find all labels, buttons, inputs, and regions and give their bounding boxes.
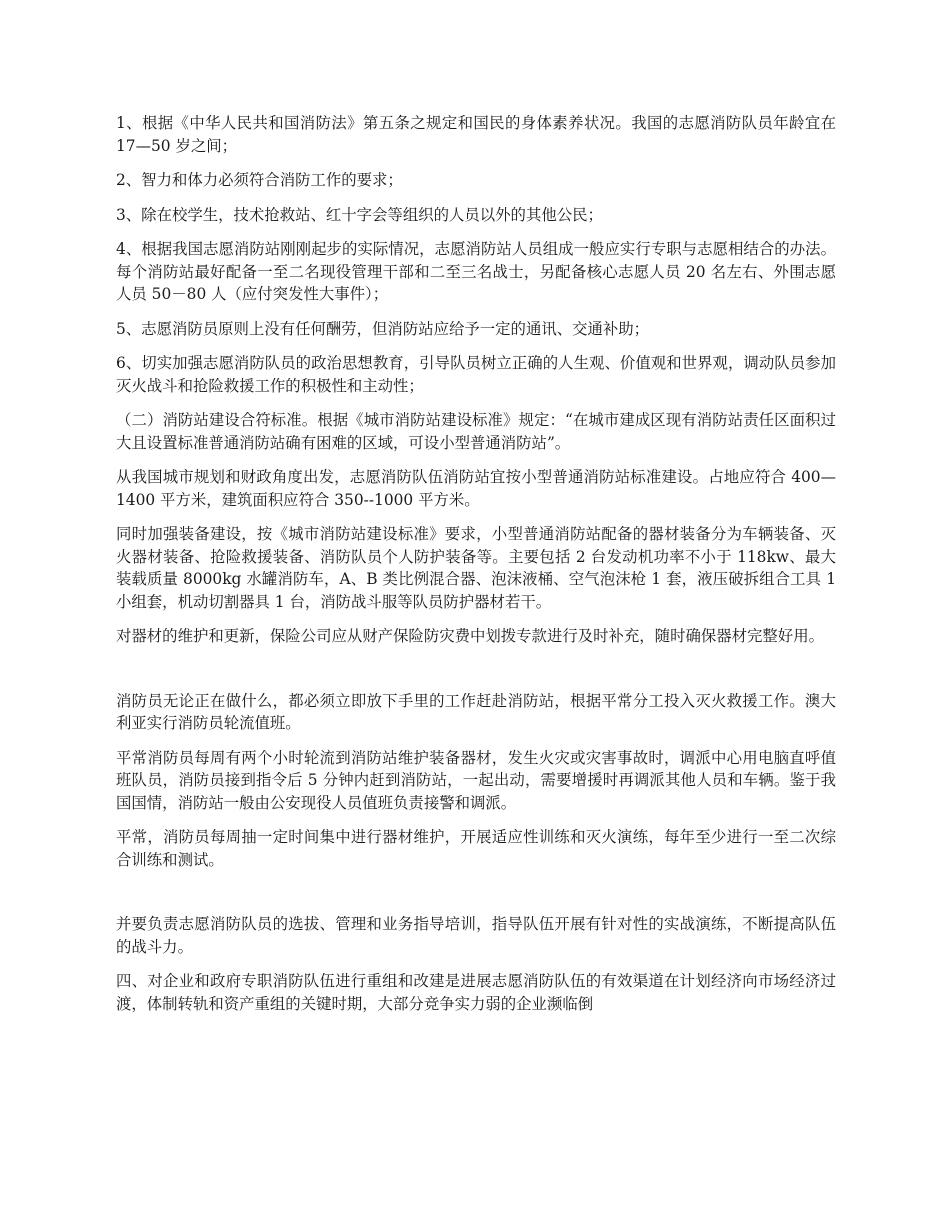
paragraph-response: 消防员无论正在做什么，都必须立即放下手里的工作赶赴消防站，根据平常分工投入灭火救援工作。澳大利亚实行消防员轮流值班。 [116, 691, 836, 732]
paragraph-education: 6、切实加强志愿消防队员的政治思想教育，引导队员树立正确的人生观、价值观和世界观，调动队员参加灭火战斗和抢险救援工作的积极性和主动性； [116, 354, 836, 395]
paragraph-station-standard: （二）消防站建设合符标准。根据《城市消防站建设标准》规定：“在城市建成区现有消防站责任区面积过大且设置标准普通消防站确有困难的区域，可设小型普通消防站”。 [116, 411, 836, 452]
paragraph-compensation: 5、志愿消防员原则上没有任何酬劳，但消防站应给予一定的通讯、交通补助； [116, 319, 650, 338]
paragraph-station-size: 从我国城市规划和财政角度出发，志愿消防队伍消防站宜按小型普通消防站标准建设。占地应符合 400—1400 平方米，建筑面积应符合 350--1000 平方米。 [116, 468, 836, 509]
paragraph-selection: 并要负责志愿消防队员的选拔、管理和业务指导培训，指导队伍开展有针对性的实战演练，不断提高队伍的战斗力。 [116, 915, 836, 956]
paragraph-restructuring: 四、对企业和政府专职消防队伍进行重组和改建是进展志愿消防队伍的有效渠道在计划经济向市场经济过渡，体制转轨和资产重组的关键时期，大部分竞争实力弱的企业濒临倒 [116, 972, 836, 1013]
paragraph-fitness-requirement: 2、智力和体力必须符合消防工作的要求； [116, 171, 403, 189]
paragraph-equipment: 同时加强装备建设，按《城市消防站建设标准》要求，小型普通消防站配备的器材装备分为车辆装备、灭火器材装备、抢险救援装备、消防队员个人防护装备等。主要包括 2 台发动机功率不小于 118kw、最大装载质量 8000kg 水罐消防车，A、B 类比例混合器、泡沫液桶、空气泡沫枪 1 套，液压破拆组合工具 1 小组套，机动切割器具 1 台，消防战斗服等队员防护器材若干。 [116, 525, 836, 611]
paragraph-staffing: 4、根据我国志愿消防站刚刚起步的实际情况，志愿消防站人员组成一般应实行专职与志愿相结合的办法。每个消防站最好配备一至二名现役管理干部和二至三名战士，另配备核心志愿人员 20 名左右、外围志愿人员 50－80 人（应付突发性大事件）； [116, 240, 836, 303]
section-gap [116, 660, 836, 690]
section-gap [116, 883, 836, 913]
paragraph-eligible-citizens: 3、除在校学生，技术抢救站、红十字会等组织的人员以外的其他公民； [116, 205, 603, 224]
paragraph-duty-rotation: 平常消防员每周有两个小时轮流到消防站维护装备器材，发生火灾或灾害事故时，调派中心用电脑直呼值班队员，消防员接到指令后 5 分钟内赶到消防站，一起出动，需要增援时再调派其他人员和车辆。鉴于我国国情，消防站一般由公安现役人员值班负责接警和调派。 [116, 748, 836, 812]
paragraph-age-requirement: 1、根据《中华人民共和国消防法》第五条之规定和国民的身体素养状况。我国的志愿消防队员年龄宜在 17—50 岁之间； [116, 114, 836, 155]
paragraph-training: 平常，消防员每周抽一定时间集中进行器材维护，开展适应性训练和灭火演练，每年至少进行一至二次综合训练和测试。 [116, 828, 836, 869]
document-page [116, 112, 836, 1027]
paragraph-maintenance: 对器材的维护和更新，保险公司应从财产保险防灾费中划拨专款进行及时补充，随时确保器材完整好用。 [116, 627, 824, 645]
